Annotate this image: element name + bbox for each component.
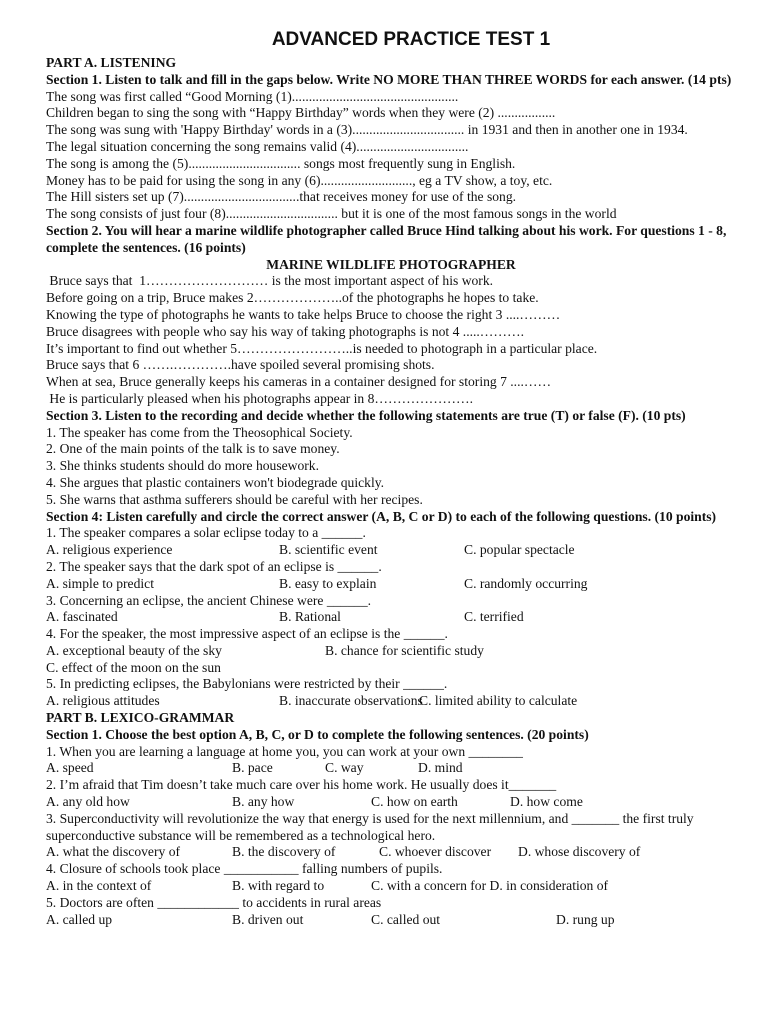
option-d[interactable]: D. how come	[510, 794, 583, 810]
pb-question-2: 2. I’m afraid that Tim doesn’t take much care over his home work. He usually does it_______	[46, 777, 557, 793]
section-1-instructions: Section 1. Listen to talk and fill in the gaps below. Write NO MORE THAN THREE WORDS for each answer. (14 pts)	[46, 71, 732, 87]
option-c[interactable]: C. terrified	[464, 609, 524, 625]
part-b-section-1-instructions: Section 1. Choose the best option A, B, C, or D to complete the following sentences. (20 points)	[46, 726, 589, 742]
option-a[interactable]: A. simple to predict	[46, 575, 154, 591]
s1-line-3: The song was sung with 'Happy Birthday' words in a (3)................................. in 1931 and then in another one in 1934.	[46, 122, 688, 138]
option-b[interactable]: B. chance for scientific study	[325, 642, 484, 658]
option-a[interactable]: A. religious attitudes	[46, 693, 160, 709]
option-c[interactable]: C. limited ability to calculate	[419, 693, 578, 709]
option-d[interactable]: D. mind	[418, 760, 463, 776]
page-title: ADVANCED PRACTICE TEST 1	[271, 29, 551, 50]
s1-line-6: Money has to be paid for using the song in any (6)..........................., eg a TV show, a toy, etc.	[46, 172, 553, 188]
s4-q5-options	[46, 693, 736, 710]
option-d[interactable]: D. whose discovery of	[518, 844, 641, 860]
s1-line-8: The song consists of just four (8)................................. but it is one of the most famous songs in the world	[46, 206, 617, 222]
option-a[interactable]: A. any old how	[46, 794, 130, 810]
s4-question-4: 4. For the speaker, the most impressive aspect of an eclipse is the ______.	[46, 626, 448, 642]
option-b[interactable]: B. any how	[232, 794, 295, 810]
pb-q5-options	[46, 912, 736, 929]
pb-question-4: 4. Closure of schools took place ___________ falling numbers of pupils.	[46, 861, 443, 877]
option-c[interactable]: C. effect of the moon on the sun	[46, 659, 221, 675]
s4-q4-options	[46, 643, 736, 660]
s2-line-5: It’s important to find out whether 5……………………..is needed to photograph in a particular place.	[46, 340, 598, 356]
option-c-d[interactable]: C. with a concern for D. in consideration of	[371, 878, 609, 894]
option-b[interactable]: B. the discovery of	[232, 844, 336, 860]
section-2-subtitle: MARINE WILDLIFE PHOTOGRAPHER	[266, 256, 516, 272]
s2-line-8: He is particularly pleased when his photographs appear in 8………………….	[46, 390, 473, 406]
s3-statement-1: 1. The speaker has come from the Theosophical Society.	[46, 424, 353, 440]
pb-question-3: 3. Superconductivity will revolutionize the way that energy is used for the next millennium, and _______ the first truly superconductive substance will be remembered as a technological hero.	[46, 810, 694, 843]
s2-line-6: Bruce says that 6 …….………….have spoiled several promising shots.	[46, 357, 435, 373]
option-a[interactable]: A. religious experience	[46, 542, 173, 558]
s3-statement-3: 3. She thinks students should do more housework.	[46, 458, 319, 474]
option-c[interactable]: C. randomly occurring	[464, 575, 588, 591]
pb-q1-options	[46, 760, 736, 777]
option-b[interactable]: B. driven out	[232, 911, 304, 927]
option-a[interactable]: A. in the context of	[46, 878, 152, 894]
s2-line-1: Bruce says that 1……………………… is the most important aspect of his work.	[46, 273, 494, 289]
option-a[interactable]: A. speed	[46, 760, 94, 776]
part-a-heading: PART A. LISTENING	[46, 55, 177, 70]
s4-question-2: 2. The speaker says that the dark spot of an eclipse is ______.	[46, 558, 382, 574]
s4-question-5: 5. In predicting eclipses, the Babylonians were restricted by their ______.	[46, 676, 448, 692]
pb-q2-options	[46, 794, 736, 811]
s3-statement-4: 4. She argues that plastic containers won't biodegrade quickly.	[46, 474, 385, 490]
pb-question-1: 1. When you are learning a language at home you, you can work at your own ________	[46, 743, 523, 759]
s3-statement-5: 5. She warns that asthma sufferers should be careful with her recipes.	[46, 491, 423, 507]
s4-q1-options	[46, 542, 736, 559]
option-c[interactable]: C. popular spectacle	[464, 542, 575, 558]
pb-question-5: 5. Doctors are often ____________ to accidents in rural areas	[46, 894, 382, 910]
option-c[interactable]: C. whoever discover	[379, 844, 492, 860]
section-4-instructions: Section 4: Listen carefully and circle the correct answer (A, B, C or D) to each of the following questions. (10 points)	[46, 508, 717, 524]
section-3-instructions: Section 3. Listen to the recording and decide whether the following statements are true (T) or false (F). (10 pts)	[46, 407, 686, 423]
s3-statement-2: 2. One of the main points of the talk is to save money.	[46, 441, 340, 457]
part-b-heading: PART B. LEXICO-GRAMMAR	[46, 710, 235, 726]
option-b[interactable]: B. easy to explain	[279, 575, 377, 591]
s1-line-2: Children began to sing the song with “Happy Birthday” words when they were (2) .................	[46, 105, 556, 121]
s1-line-4: The legal situation concerning the song remains valid (4).................................	[46, 138, 469, 154]
option-c[interactable]: C. called out	[371, 911, 441, 927]
option-a[interactable]: A. called up	[46, 911, 113, 927]
s4-question-3: 3. Concerning an eclipse, the ancient Chinese were ______.	[46, 592, 372, 608]
option-a[interactable]: A. what the discovery of	[46, 844, 181, 860]
option-b[interactable]: B. scientific event	[279, 542, 378, 558]
option-a[interactable]: A. exceptional beauty of the sky	[46, 642, 222, 658]
pb-q4-options	[46, 878, 736, 895]
option-b[interactable]: B. pace	[232, 760, 273, 776]
s1-line-7: The Hill sisters set up (7)..................................that receives money for use of the song.	[46, 189, 517, 205]
s1-line-5: The song is among the (5)................................. songs most frequently sung in English.	[46, 155, 516, 171]
option-b[interactable]: B. with regard to	[232, 878, 325, 894]
s1-line-1: The song was first called “Good Morning (1).................................................	[46, 88, 459, 104]
s4-q3-options	[46, 609, 736, 626]
option-c[interactable]: C. way	[325, 760, 364, 776]
s2-line-2: Before going on a trip, Bruce makes 2………………..of the photographs he hopes to take.	[46, 290, 539, 306]
s4-q2-options	[46, 576, 736, 593]
option-b[interactable]: B. inaccurate observations	[279, 693, 423, 709]
pb-q3-options	[46, 844, 736, 861]
s2-line-7: When at sea, Bruce generally keeps his cameras in a container designed for storing 7 ....……	[46, 374, 552, 390]
s4-question-1: 1. The speaker compares a solar eclipse today to a ______.	[46, 525, 366, 541]
option-a[interactable]: A. fascinated	[46, 609, 118, 625]
section-2-instructions: Section 2. You will hear a marine wildlife photographer called Bruce Hind talking about his work. For questions 1 - 8, complete the sentences. (16 points)	[46, 222, 727, 255]
option-b[interactable]: B. Rational	[279, 609, 341, 625]
option-d[interactable]: D. rung up	[556, 911, 615, 927]
document-page	[46, 0, 736, 928]
s2-line-3: Knowing the type of photographs he wants to take helps Bruce to choose the right 3 ....………	[46, 306, 561, 322]
s2-line-4: Bruce disagrees with people who say his way of taking photographs is not 4 .....……….	[46, 323, 524, 339]
option-c[interactable]: C. how on earth	[371, 794, 458, 810]
